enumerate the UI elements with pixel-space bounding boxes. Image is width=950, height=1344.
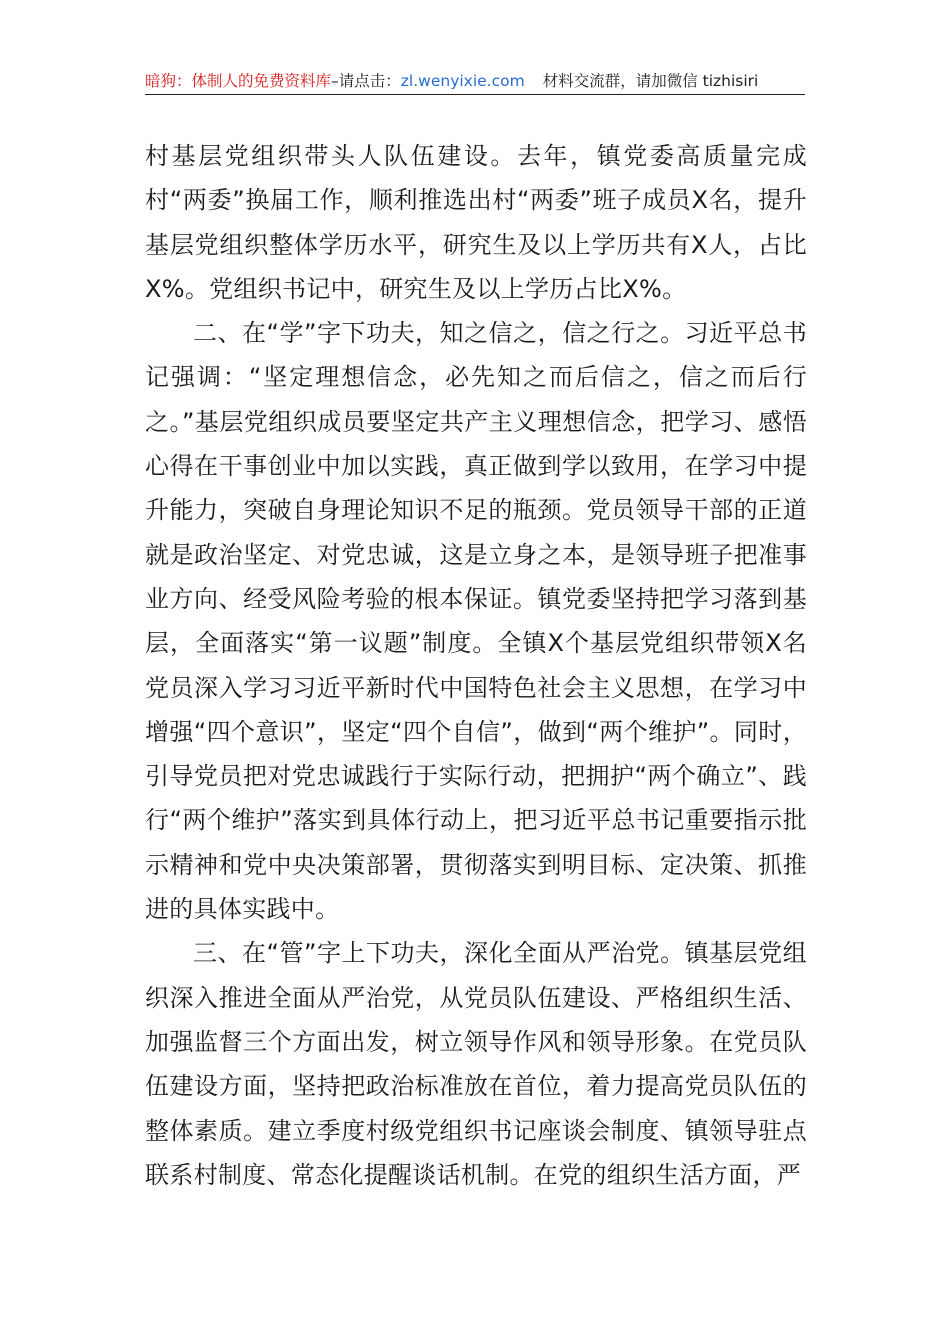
page-header: [145, 68, 805, 95]
paragraph-section-three: 三、在“管”字上下功夫，深化全面从严治党。镇基层党组织深入推进全面从严治党，从党员队伍建设、严格组织生活、加强监督三个方面出发，树立领导作风和领导形象。在党员队伍建设方面，坚持把政治标准放在首位，着力提高党员队伍的整体素质。建立季度村级党组织书记座谈会制度、镇领导驻点联系村制度、常态化提醒谈话机制。在党的组织生活方面，严: [145, 939, 807, 1189]
header-brand: 暗狗：体制人的免费资料库: [145, 72, 332, 90]
document-body: [145, 134, 807, 1197]
paragraph-continued: 村基层党组织带头人队伍建设。去年，镇党委高质量完成村“两委”换届工作，顺利推选出村“两委”班子成员X名，提升基层党组织整体学历水平，研究生及以上学历共有X人，占比X%。党组织书记中，研究生及以上学历占比X%。: [145, 142, 807, 303]
paragraph-section-two: 二、在“学”字下功夫，知之信之，信之行之。习近平总书记强调：“坚定理想信念，必先知之而后信之，信之而后行之。”基层党组织成员要坚定共产主义理想信念，把学习、感悟心得在干事创业中加以实践，真正做到学以致用，在学习中提升能力，突破自身理论知识不足的瓶颈。党员领导干部的正道就是政治坚定、对党忠诚，这是立身之本，是领导班子把准事业方向、经受风险考验的根本保证。镇党委坚持把学习落到基层，全面落实“第一议题”制度。全镇X个基层党组织带领X名党员深入学习习近平新时代中国特色社会主义思想，在学习中增强“四个意识”，坚定“四个自信”，做到“两个维护”。同时，引导党员把对党忠诚践行于实际行动，把拥护“两个确立”、践行“两个维护”落实到具体行动上，把习近平总书记重要指示批示精神和党中央决策部署，贯彻落实到明目标、定决策、抓推进的具体实践中。: [145, 319, 807, 924]
header-wechat-note: 材料交流群，请加微信 tizhisiri: [542, 72, 759, 90]
header-prompt: –请点击：: [331, 72, 401, 90]
header-url-link[interactable]: zl.wenyixie.com: [400, 72, 525, 90]
